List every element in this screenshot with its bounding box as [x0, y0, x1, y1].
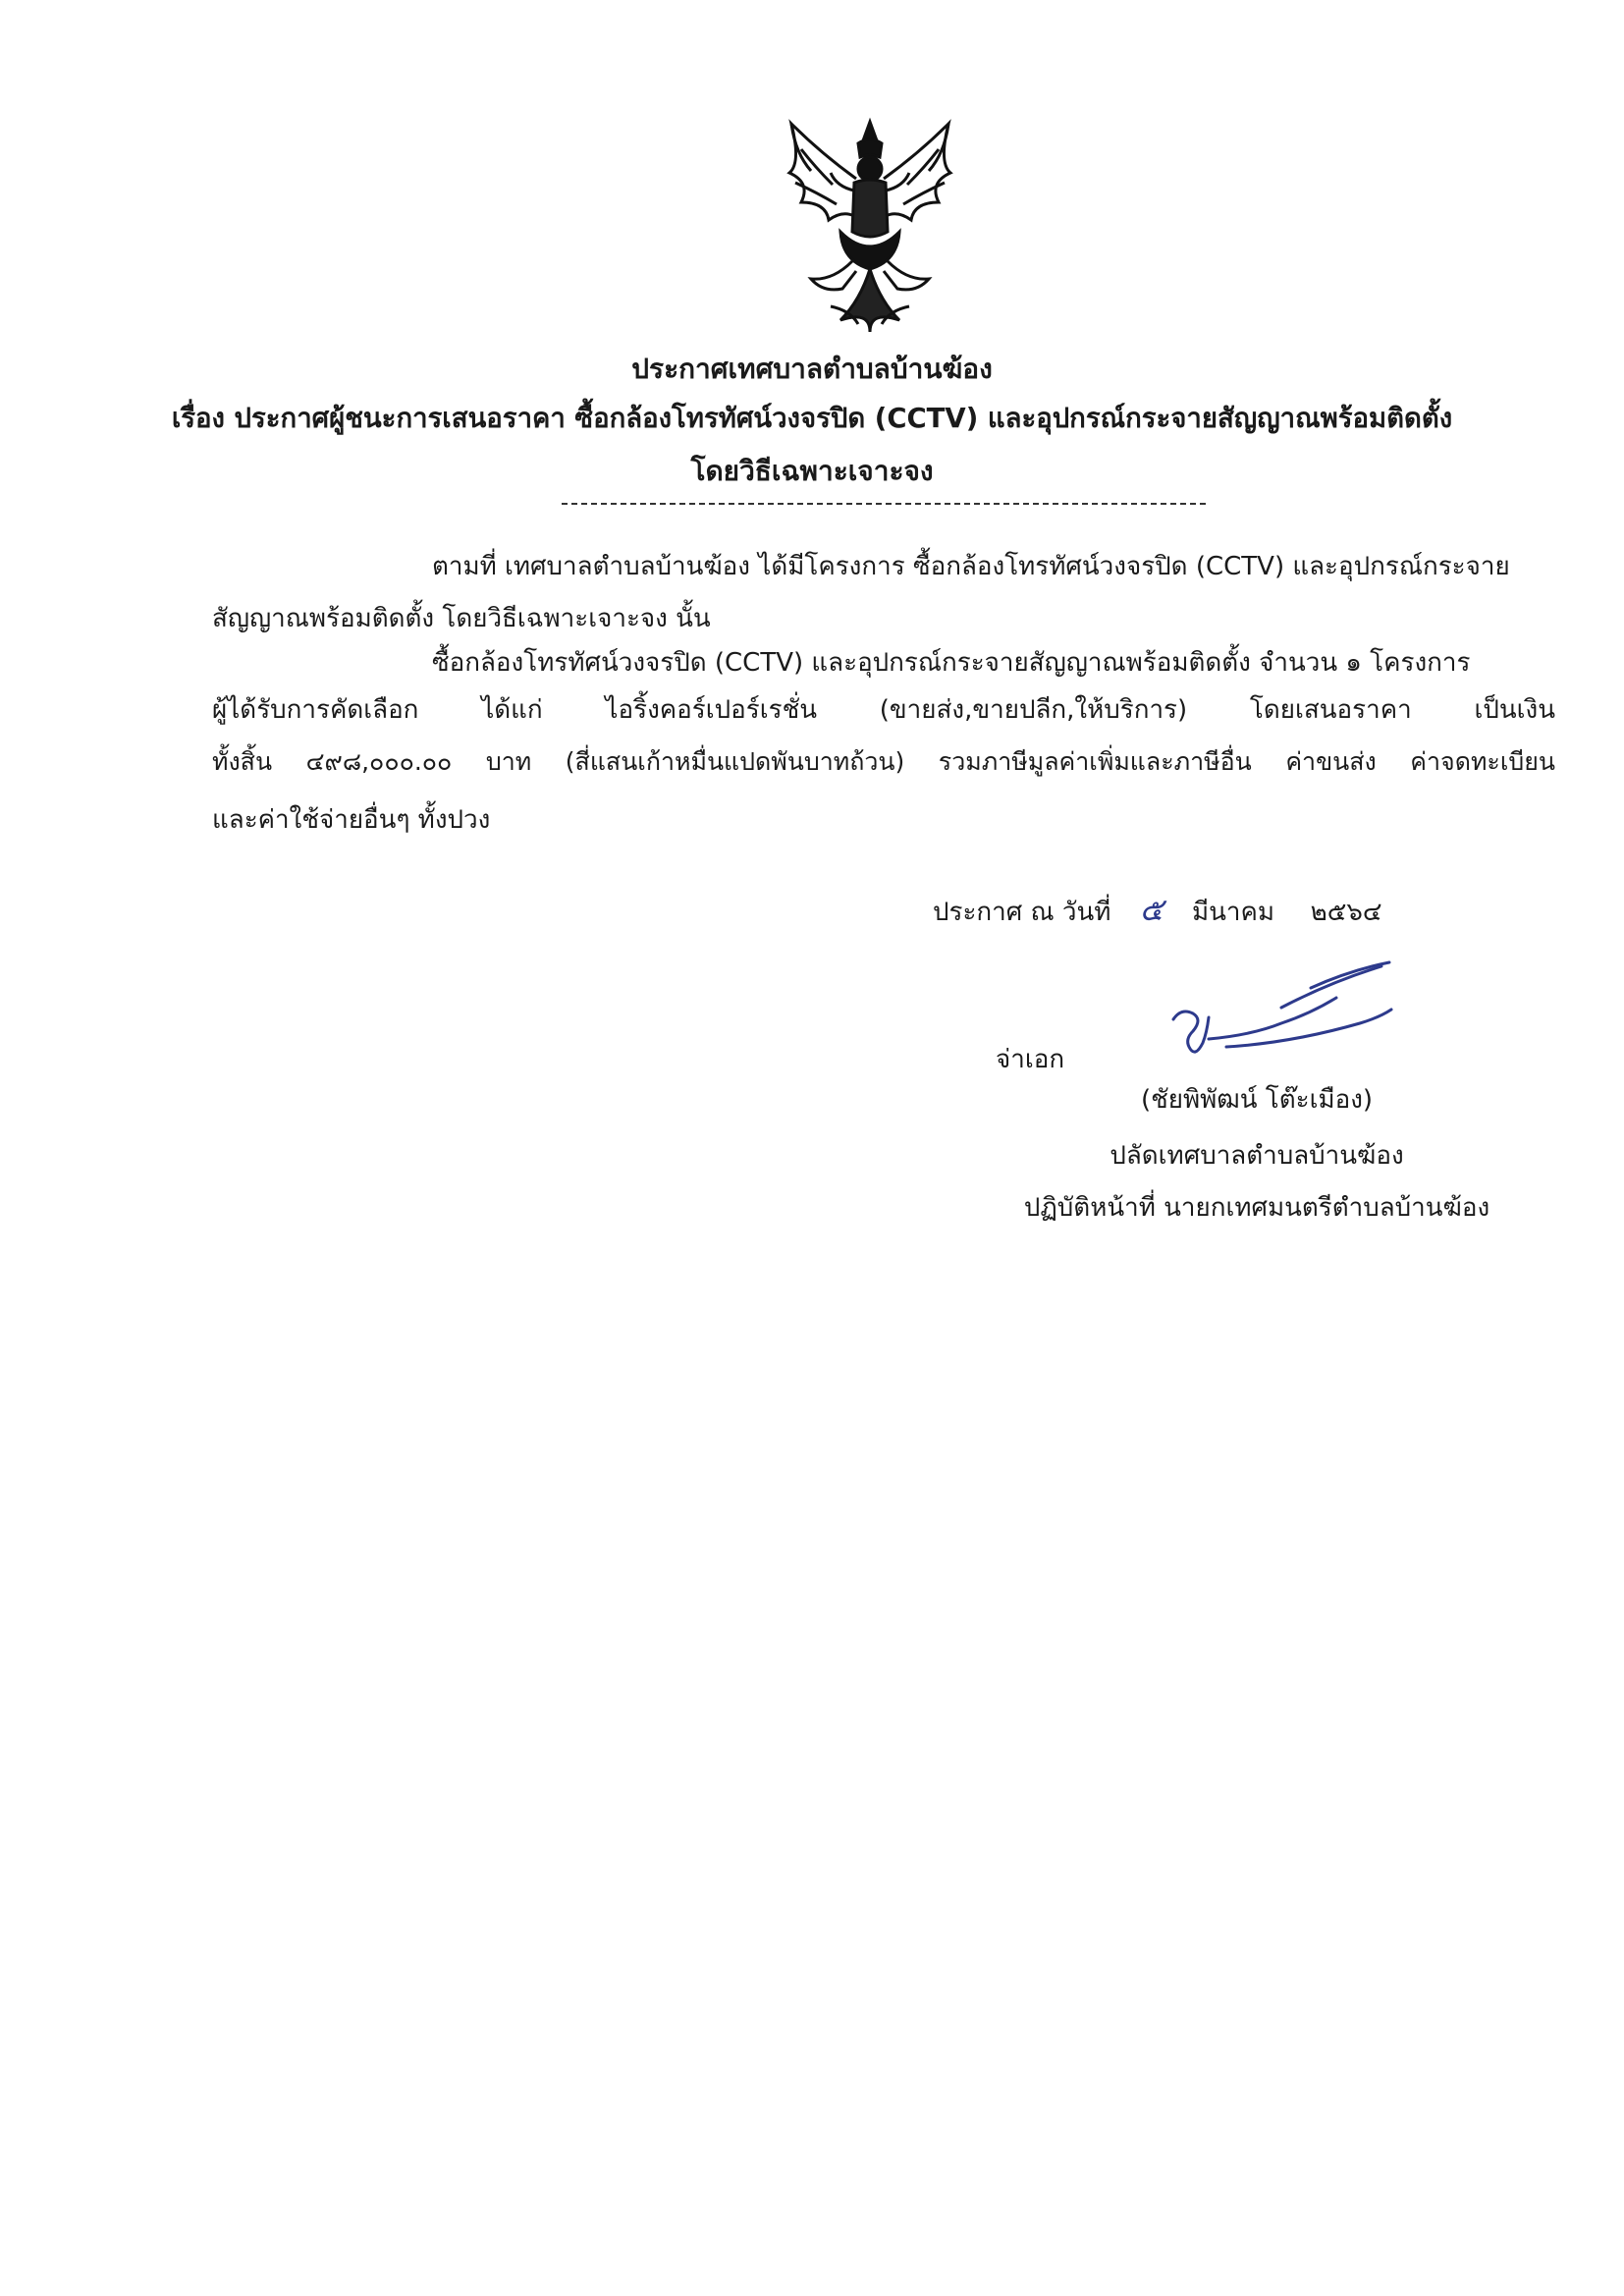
- paragraph2-line4: และค่าใช้จ่ายอื่นๆ ทั้งปวง: [212, 805, 491, 835]
- signatory-position: ปลัดเทศบาลตำบลบ้านฆ้อง: [1110, 1141, 1404, 1171]
- garuda-emblem-icon: [772, 114, 968, 340]
- announcement-date: [933, 890, 1382, 932]
- handwritten-signature-icon: [1164, 949, 1399, 1066]
- paragraph1-line2: สัญญาณพร้อมติดตั้ง โดยวิธีเฉพาะเจาะจง นั้น: [212, 604, 711, 633]
- paragraph1-line1: ตามที่ เทศบาลตำบลบ้านฆ้อง ได้มีโครงการ ซื้อกล้องโทรทัศน์วงจรปิด (CCTV) และอุปกรณ์กระจาย: [432, 552, 1510, 581]
- method-line: โดยวิธีเฉพาะเจาะจง: [690, 455, 934, 487]
- paragraph2-line2: ผู้ได้รับการคัดเลือก ได้แก่ ไอริ้งคอร์เปอร์เรชั่น (ขายส่ง,ขายปลีก,ให้บริการ) โดยเสนอราคา เป็นเงิน: [212, 695, 1555, 725]
- date-day: ๕: [1139, 891, 1164, 928]
- subject-line: เรื่อง ประกาศผู้ชนะการเสนอราคา ซื้อกล้องโทรทัศน์วงจรปิด (CCTV) และอุปกรณ์กระจายสัญญาณพร้อมติดตั้ง: [171, 403, 1453, 434]
- date-prefix: ประกาศ ณ วันที่: [933, 898, 1111, 927]
- date-month: มีนาคม: [1191, 898, 1275, 927]
- signatory-name: (ชัยพิพัฒน์ โต๊ะเมือง): [1140, 1085, 1374, 1115]
- date-year: ๒๕๖๔: [1310, 898, 1382, 927]
- paragraph2-line3: ทั้งสิ้น ๔๙๘,๐๐๐.๐๐ บาท (สี่แสนเก้าหมื่นแปดพันบาทถ้วน) รวมภาษีมูลค่าเพิ่มและภาษีอื่น ค่าขนส่ง ค่าจดทะเบียน: [212, 747, 1555, 776]
- signatory-acting-position: ปฏิบัติหน้าที่ นายกเทศมนตรีตำบลบ้านฆ้อง: [1023, 1193, 1490, 1223]
- signatory-rank: จ่าเอก: [996, 1045, 1065, 1074]
- org-title: ประกาศเทศบาลตำบลบ้านฆ้อง: [631, 353, 993, 385]
- divider: [562, 503, 1206, 505]
- paragraph2-line1: ซื้อกล้องโทรทัศน์วงจรปิด (CCTV) และอุปกรณ์กระจายสัญญาณพร้อมติดตั้ง จำนวน ๑ โครงการ: [432, 648, 1471, 678]
